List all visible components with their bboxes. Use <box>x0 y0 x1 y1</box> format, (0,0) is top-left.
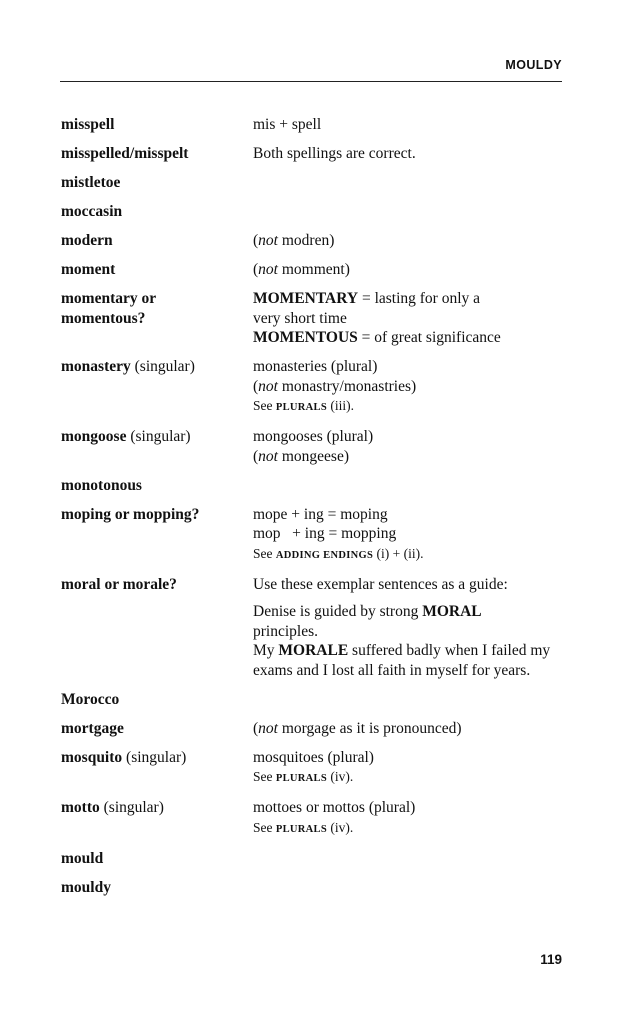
entry-mouldy <box>61 878 561 898</box>
headword: misspell <box>61 116 115 133</box>
headword: moral or morale? <box>61 575 177 593</box>
definition: (not morgage as it is pronounced) <box>253 719 462 737</box>
cross-reference: See PLURALS (iv). <box>253 769 354 784</box>
definition: mottoes or mottos (plural) See PLURALS (iv). <box>253 798 561 839</box>
headword: mouldy <box>61 878 111 896</box>
headword: modern <box>61 232 113 249</box>
entry-motto <box>61 798 561 839</box>
dictionary-entries <box>61 115 561 907</box>
entry-mortgage <box>61 719 561 739</box>
headword: mistletoe <box>61 174 121 191</box>
entry-momentary-or-momentous <box>61 289 561 348</box>
entry-moping-or-mopping <box>61 505 561 566</box>
headword-line2: momentous? <box>61 309 146 327</box>
headword: motto <box>61 799 100 816</box>
entry-monastery <box>61 357 561 418</box>
entry-moral-or-morale <box>61 575 561 681</box>
definition: monasteries (plural) (not monastry/monastries) See PLURALS (iii). <box>253 357 561 418</box>
definition: Both spellings are correct. <box>253 145 416 162</box>
page-number: 119 <box>540 952 562 967</box>
definition: mongooses (plural) (not mongeese) <box>253 428 374 465</box>
definition: (not modren) <box>253 232 335 249</box>
headword: moping or mopping? <box>61 505 200 523</box>
entry-mosquito <box>61 748 561 789</box>
running-head: MOULDY <box>505 58 562 72</box>
entry-mongoose <box>61 427 561 466</box>
headword: mosquito <box>61 748 123 766</box>
definition: MOMENTARY = lasting for only a very short time MOMENTOUS = of great significance <box>253 290 501 346</box>
headword-note: (singular) <box>99 799 164 816</box>
headword-note: (singular) <box>122 748 187 766</box>
cross-reference: See PLURALS (iv). <box>253 819 354 835</box>
cross-reference: See ADDING ENDINGS (i) + (ii). <box>253 545 424 561</box>
entry-misspelled <box>61 144 561 164</box>
headword: monastery <box>61 358 131 375</box>
definition: mis + spell <box>253 116 322 133</box>
entry-mould <box>61 849 561 869</box>
headword: mortgage <box>61 719 124 737</box>
header-rule <box>60 81 562 82</box>
entry-misspell <box>61 115 561 135</box>
definition: (not momment) <box>253 261 350 278</box>
headword-note: (singular) <box>130 358 195 375</box>
definition: mosquitoes (plural) See PLURALS (iv). <box>253 748 561 789</box>
definition: Use these exemplar sentences as a guide: Denise is guided by strong MORAL principles. My MORALE suffered badly when I failed my exams and I lost all faith in myself for years. <box>253 575 551 679</box>
cross-reference: See PLURALS (iii). <box>253 398 354 413</box>
headword: mould <box>61 849 104 867</box>
entry-modern <box>61 231 561 251</box>
entry-moccasin <box>61 202 561 222</box>
entry-moment <box>61 260 561 280</box>
headword: momentary or <box>61 290 157 307</box>
headword: misspelled/misspelt <box>61 145 189 162</box>
definition: mope + ing = moping mop + ing = mopping See ADDING ENDINGS (i) + (ii). <box>253 505 561 566</box>
headword-note: (singular) <box>126 428 191 445</box>
headword: moccasin <box>61 203 123 220</box>
headword: monotonous <box>61 476 142 494</box>
headword: Morocco <box>61 690 120 708</box>
entry-morocco <box>61 690 561 710</box>
entry-mistletoe <box>61 173 561 193</box>
headword: moment <box>61 261 116 278</box>
headword: mongoose <box>61 428 127 445</box>
entry-monotonous <box>61 476 561 496</box>
